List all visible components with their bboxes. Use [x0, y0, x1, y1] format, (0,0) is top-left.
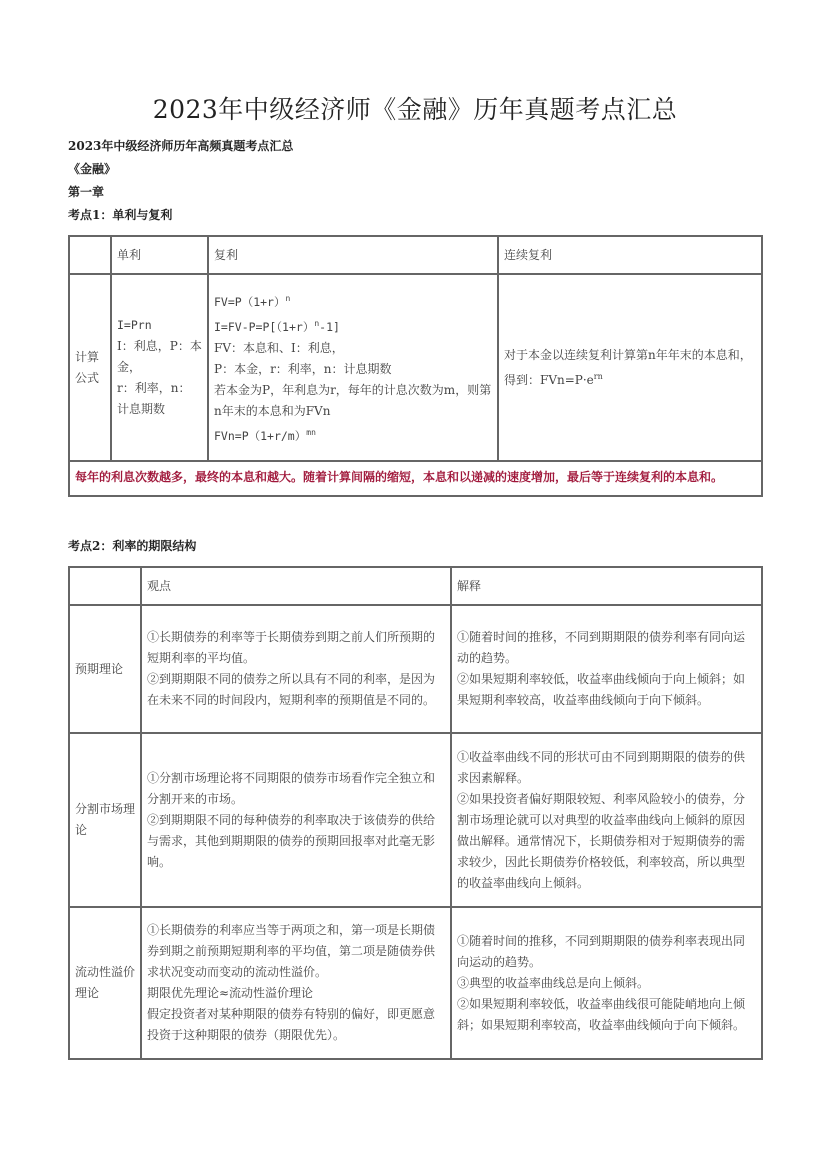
- row-label: 分割市场理论: [69, 733, 141, 907]
- explain-item: ①收益率曲线不同的形状可由不同到期期限的债券的供求因素解释。: [457, 749, 746, 785]
- point2-heading: 考点2：利率的期限结构: [68, 539, 197, 553]
- chapter-label: 第一章: [68, 185, 105, 199]
- compound-formula-2-text-a: I=FV-P=P[（1+r）: [214, 320, 315, 334]
- compound-desc-1: FV：本息和、I：利息，: [214, 341, 344, 355]
- table-header-row: [69, 567, 762, 605]
- continuous-text: 对于本金以连续复利计算第n年年末的本息和，得到：FVn=P·e: [504, 347, 752, 387]
- explain-item: ②如果短期利率较低，收益率曲线倾向于向上倾斜；如果短期利率较高，收益率曲线倾向于向下倾斜。: [457, 672, 746, 707]
- row-label: 流动性溢价理论: [69, 907, 141, 1059]
- compound-formula-3-text: FVn=P（1+r/m）: [214, 429, 307, 443]
- point1-heading: 考点1：单利与复利: [68, 208, 173, 222]
- compound-formula-2: [214, 313, 492, 338]
- explain-item: ③典型的收益率曲线总是向上倾斜。: [457, 975, 650, 990]
- view-item: ①分割市场理论将不同期限的债券市场看作完全独立和分割开来的市场。: [147, 770, 436, 806]
- view-cell: [141, 733, 451, 907]
- explain-item: ①随着时间的推移，不同到期期限的债券利率有同向运动的趋势。: [457, 630, 746, 665]
- view-item: ①长期债券的利率等于长期债券到期之前人们所预期的短期利率的平均值。: [147, 630, 436, 665]
- explain-cell: [451, 605, 762, 733]
- simple-compound-interest-table: [68, 235, 763, 497]
- note-row: [69, 461, 762, 496]
- compound-desc-3: 若本金为P，年利息为r，每年的计息次数为m，则第n年末的本息和为FVn: [214, 383, 492, 418]
- compound-formula-3: [214, 422, 492, 447]
- table-row: [69, 605, 762, 733]
- view-item: ①长期债券的利率应当等于两项之和，第一项是长期债券到期之前预期短期利率的平均值，第二项是随债券供求状况变动而变动的流动性溢价。: [147, 923, 436, 979]
- table-row: [69, 907, 762, 1059]
- compound-desc-2: P：本金，r：利率，n：计息期数: [214, 362, 392, 376]
- header-cell-empty: [69, 567, 141, 605]
- term-structure-table: [68, 566, 763, 1060]
- view-item: ②到期期限不同的债券之所以具有不同的利率，是因为在未来不同的时间段内，短期利率的预期值是不同的。: [147, 672, 436, 707]
- simple-desc-2: r：利率，n：计息期数: [117, 381, 191, 416]
- header-cell-explain: 解释: [451, 567, 762, 605]
- table-header-row: [69, 236, 762, 274]
- header-cell-simple: 单利: [111, 236, 208, 274]
- compound-formula-3-exp: mn: [306, 428, 316, 437]
- header-cell-view: 观点: [141, 567, 451, 605]
- explain-cell: [451, 907, 762, 1059]
- simple-formula: I=Prn: [117, 318, 152, 332]
- compound-formula-2-exp: n: [314, 319, 320, 328]
- explain-item: ②如果投资者偏好期限较短、利率风险较小的债券，分割市场理论就可以对典型的收益率曲线向上倾斜的原因做出解释。通常情况下，长期债券相对于短期债券的需求较少，因此长期债券价格较低，利率较高，所以典型的收益率曲线向上倾斜。: [457, 791, 746, 890]
- compound-formula-2-text-b: -1]: [319, 320, 340, 334]
- header-cell-compound: 复利: [208, 236, 498, 274]
- view-cell: [141, 907, 451, 1059]
- simple-desc-1: I：利息，P：本金，: [117, 339, 202, 374]
- highlight-note: 每年的利息次数越多，最终的本息和越大。随着计算间隔的缩短，本息和以递减的速度增加，最后等于连续复利的本息和。: [69, 461, 762, 496]
- subject-label: 《金融》: [68, 162, 117, 176]
- view-item: 期限优先理论≈流动性溢价理论: [147, 986, 314, 1000]
- document-title: 2023年中级经济师《金融》历年真题考点汇总: [152, 95, 678, 124]
- compound-formula-1: [214, 288, 492, 313]
- cell-compound-interest: [208, 274, 498, 461]
- document-subtitle: 2023年中级经济师历年高频真题考点汇总: [68, 139, 294, 153]
- row-label: 预期理论: [69, 605, 141, 733]
- header-cell-continuous: 连续复利: [498, 236, 762, 274]
- compound-formula-1-exp: n: [285, 294, 291, 303]
- explain-item: ①随着时间的推移，不同到期期限的债券利率表现出同向运动的趋势。: [457, 933, 746, 969]
- cell-continuous-interest: [498, 274, 762, 461]
- cell-simple-interest: [111, 274, 208, 461]
- view-item: ②到期期限不同的每种债券的利率取决于该债券的供给与需求，其他到期期限的债券的预期回报率对此毫无影响。: [147, 812, 436, 869]
- explain-item: ②如果短期利率较低，收益率曲线很可能陡峭地向上倾斜；如果短期利率较高，收益率曲线倾向于向下倾斜。: [457, 996, 746, 1032]
- explain-cell: [451, 733, 762, 907]
- table-row: [69, 733, 762, 907]
- table-row: [69, 274, 762, 461]
- header-cell-empty: [69, 236, 111, 274]
- view-cell: [141, 605, 451, 733]
- compound-formula-1-text: FV=P（1+r）: [214, 295, 286, 309]
- row-label-formula: 计算公式: [69, 274, 111, 461]
- continuous-exp: rn: [593, 371, 603, 381]
- view-item: 假定投资者对某种期限的债券有特别的偏好，即更愿意投资于这种期限的债券（期限优先）。: [147, 1007, 436, 1042]
